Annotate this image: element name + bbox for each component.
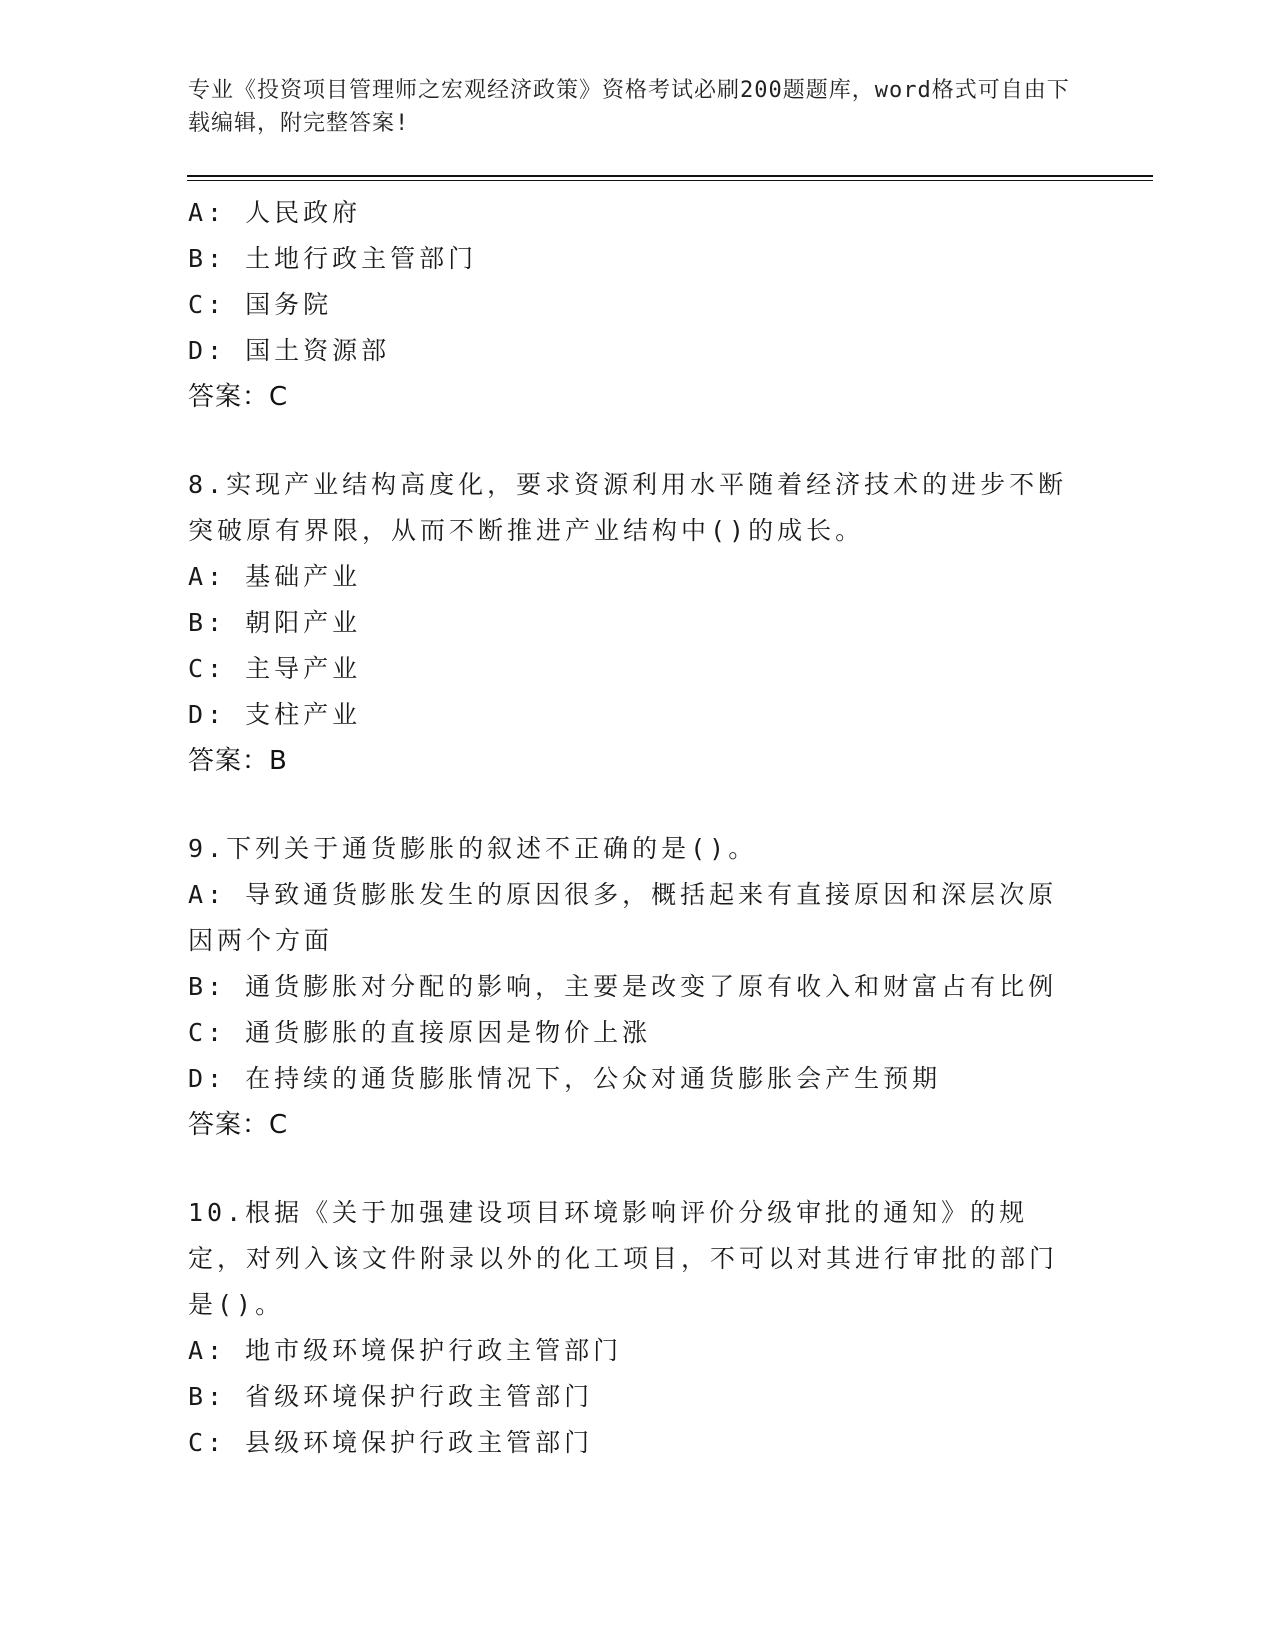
option-d: D: 在持续的通货膨胀情况下，公众对通货膨胀会产生预期 xyxy=(188,1064,942,1093)
option-b: B: 朝阳产业 xyxy=(188,608,362,637)
question-text: 8.实现产业结构高度化，要求资源利用水平随着经济技术的进步不断突破原有界限，从而不断推进产业结构中()的成长。 xyxy=(188,470,1068,545)
spacer xyxy=(188,420,1088,462)
option-c: C: 国务院 xyxy=(188,290,333,319)
option-d: D: 支柱产业 xyxy=(188,700,362,729)
spacer xyxy=(188,1148,1088,1190)
header-divider-thin xyxy=(187,180,1153,181)
question-text: 10.根据《关于加强建设项目环境影响评价分级审批的通知》的规定，对列入该文件附录以外的化工项目，不可以对其进行审批的部门是()。 xyxy=(188,1198,1059,1319)
option-c: C: 县级环境保护行政主管部门 xyxy=(188,1428,594,1457)
document-header: 专业《投资项目管理师之宏观经济政策》资格考试必刷200题题库，word格式可自由下载编辑，附完整答案! xyxy=(188,78,1070,136)
option-b: B: 省级环境保护行政主管部门 xyxy=(188,1382,594,1411)
option-c: C: 通货膨胀的直接原因是物价上涨 xyxy=(188,1018,652,1047)
option-d: D: 国土资源部 xyxy=(188,336,391,365)
option-a: A: 地市级环境保护行政主管部门 xyxy=(188,1336,623,1365)
option-a: A: 导致通货膨胀发生的原因很多，概括起来有直接原因和深层次原因两个方面 xyxy=(188,880,1058,955)
question-block xyxy=(188,1190,1088,1466)
answer-line: 答案：C xyxy=(188,1110,289,1140)
question-text: 9.下列关于通货膨胀的叙述不正确的是()。 xyxy=(188,834,758,863)
answer-line: 答案：B xyxy=(188,746,288,776)
answer-line: 答案：C xyxy=(188,382,289,412)
option-c: C: 主导产业 xyxy=(188,654,362,683)
option-b: B: 通货膨胀对分配的影响，主要是改变了原有收入和财富占有比例 xyxy=(188,972,1058,1001)
option-b: B: 土地行政主管部门 xyxy=(188,244,478,273)
option-a: A: 基础产业 xyxy=(188,562,362,591)
header-divider-thick xyxy=(187,175,1153,177)
spacer xyxy=(188,784,1088,826)
question-block xyxy=(188,190,1088,420)
question-block xyxy=(188,826,1088,1148)
question-block xyxy=(188,462,1088,784)
question-list xyxy=(188,190,1088,1466)
option-a: A: 人民政府 xyxy=(188,198,362,227)
